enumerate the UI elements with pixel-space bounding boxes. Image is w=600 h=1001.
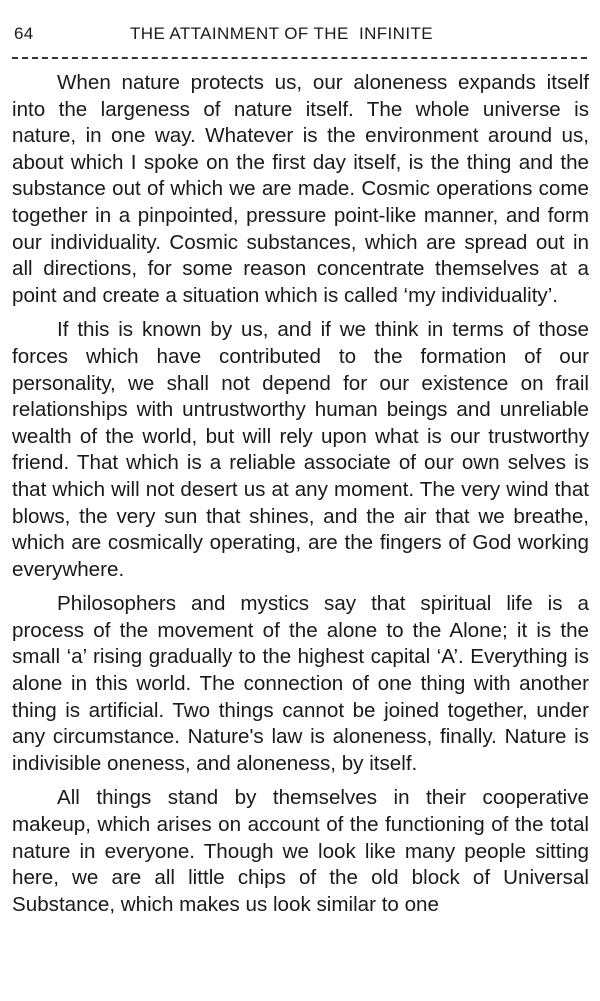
paragraph: Philosophers and mystics say that spiritual life is a process of the movement of the alone to the Alone; it is the small ‘a’ rising gradually to the highest capital ‘A’. Everything is alone in this world. The connection of one thing with another thing is artificial. Two things cannot be joined together, under any circumstance. Nature's law is aloneness, finally. Nature is indivisible oneness, and aloneness, by itself. <box>12 592 589 775</box>
header-rule <box>12 57 587 59</box>
paragraph: When nature protects us, our aloneness expands itself into the largeness of nature itself. The whole universe is nature, in one way. Whatever is the environment around us, about which I spoke on the first day itself, is the thing and the substance out of which we are made. Cosmic operations come together in a pinpointed, pressure point-like manner, and form our individuality. Cosmic substances, which are spread out in all directions, for some reason concentrate themselves at a point and create a situation which is called ‘my individuality’. <box>12 71 589 307</box>
paragraph: If this is known by us, and if we think in terms of those forces which have contributed to the formation of our personality, we shall not depend for our existence on frail relationships with untrustworthy human beings and unreliable wealth of the world, but will rely upon what is our trustworthy friend. That which is a reliable associate of our own selves is that which will not desert us at any moment. The very wind that blows, the very sun that shines, and the air that we breathe, which are cosmically operating, are the fingers of God working everywhere. <box>12 318 589 581</box>
body-text <box>12 70 589 926</box>
page-number: 64 <box>14 24 34 43</box>
page-header <box>12 0 589 50</box>
running-title: THE ATTAINMENT OF THE INFINITE <box>130 24 433 43</box>
paragraph: All things stand by themselves in their cooperative makeup, which arises on account of the functioning of the total nature in everyone. Though we look like many people sitting here, we are all little chips of the old block of Universal Substance, which makes us look similar to one <box>12 786 589 916</box>
